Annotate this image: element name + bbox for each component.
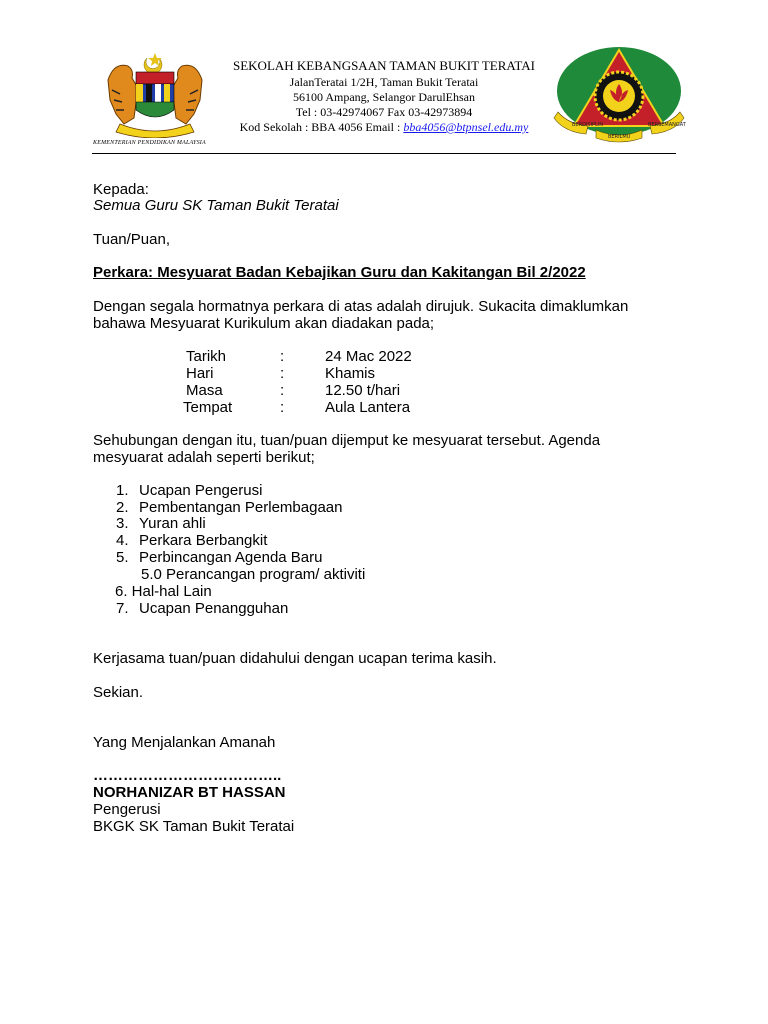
agenda-item: 6. Hal-hal Lain [115,583,212,600]
agenda-item: Ucapan Pengerusi [139,482,263,499]
detail-sep: : [280,399,285,416]
invite-line-1: Sehubungan dengan itu, tuan/puan dijemput ke mesyuarat tersebut. Agenda [93,432,601,449]
detail-value-tempat: Aula Lantera [325,399,411,416]
agenda-num: 3. [116,515,129,532]
detail-sep: : [280,348,285,365]
signoff: Yang Menjalankan Amanah [93,734,276,751]
intro-line-1: Dengan segala hormatnya perkara di atas adalah dirujuk. Sukacita dimaklumkan [93,298,629,315]
detail-label-masa: Masa [186,382,223,399]
detail-value-masa: 12.50 t/hari [325,382,401,399]
school-crest-logo [552,46,686,144]
agenda-num: 4. [116,532,129,549]
crest-ribbon-left: BERDISIPLIN [572,122,604,128]
agenda-num: 1. [116,482,129,499]
agenda-subitem: 5.0 Perancangan program/ aktiviti [141,566,366,583]
detail-value-hari: Khamis [325,365,376,382]
school-name: SEKOLAH KEBANGSAAN TAMAN BUKIT TERATAI [233,58,535,73]
address-line-1: JalanTeratai 1/2H, Taman Bukit Teratai [289,75,479,89]
agenda-num: 2. [116,499,129,516]
address-line-2: 56100 Ampang, Selangor DarulEhsan [293,90,475,104]
salutation: Tuan/Puan, [93,231,170,248]
agenda-item: Perkara Berbangkit [139,532,268,549]
ministry-caption: KEMENTERIAN PENDIDIKAN MALAYSIA [93,140,206,146]
crest-ribbon-bottom: BERILMU [608,134,631,140]
subject-line: Perkara: Mesyuarat Badan Kebajikan Guru dan Kakitangan Bil 2/2022 [93,264,586,281]
detail-value-tarikh: 24 Mac 2022 [325,348,412,365]
signer-org: BKGK SK Taman Bukit Teratai [93,818,295,835]
to-label: Kepada: [93,181,149,198]
signature-dots: ……………………………….. [93,767,282,784]
school-code-label: Kod Sekolah : BBA 4056 Email : [239,120,404,134]
closing-line: Kerjasama tuan/puan didahului dengan ucapan terima kasih. [93,650,497,667]
agenda-item: Pembentangan Perlembagaan [139,499,343,516]
detail-sep: : [280,382,285,399]
detail-label-hari: Hari [186,365,214,382]
crest-ribbon-right: BERSEMANGAT [648,122,686,128]
intro-line-2: bahawa Mesyuarat Kurikulum akan diadakan pada; [93,315,435,332]
agenda-num: 5. [116,549,129,566]
invite-line-2: mesyuarat adalah seperti berikut; [93,449,315,466]
to-recipient: Semua Guru SK Taman Bukit Teratai [93,197,339,214]
agenda-item: Yuran ahli [139,515,206,532]
sekian: Sekian. [93,684,144,701]
agenda-num: 7. [116,600,129,617]
header-divider [92,153,676,154]
signer-name: NORHANIZAR BT HASSAN [93,784,286,801]
agenda-item: Perbincangan Agenda Baru [139,549,323,566]
detail-label-tarikh: Tarikh [186,348,227,365]
signer-title: Pengerusi [93,801,161,818]
agenda-item: Ucapan Penangguhan [139,600,289,617]
detail-label-tempat: Tempat [183,399,233,416]
email-link[interactable]: bba4056@btpnsel.edu.my [403,120,529,134]
phone-fax: Tel : 03-42974067 Fax 03-42973894 [295,105,473,119]
detail-sep: : [280,365,285,382]
